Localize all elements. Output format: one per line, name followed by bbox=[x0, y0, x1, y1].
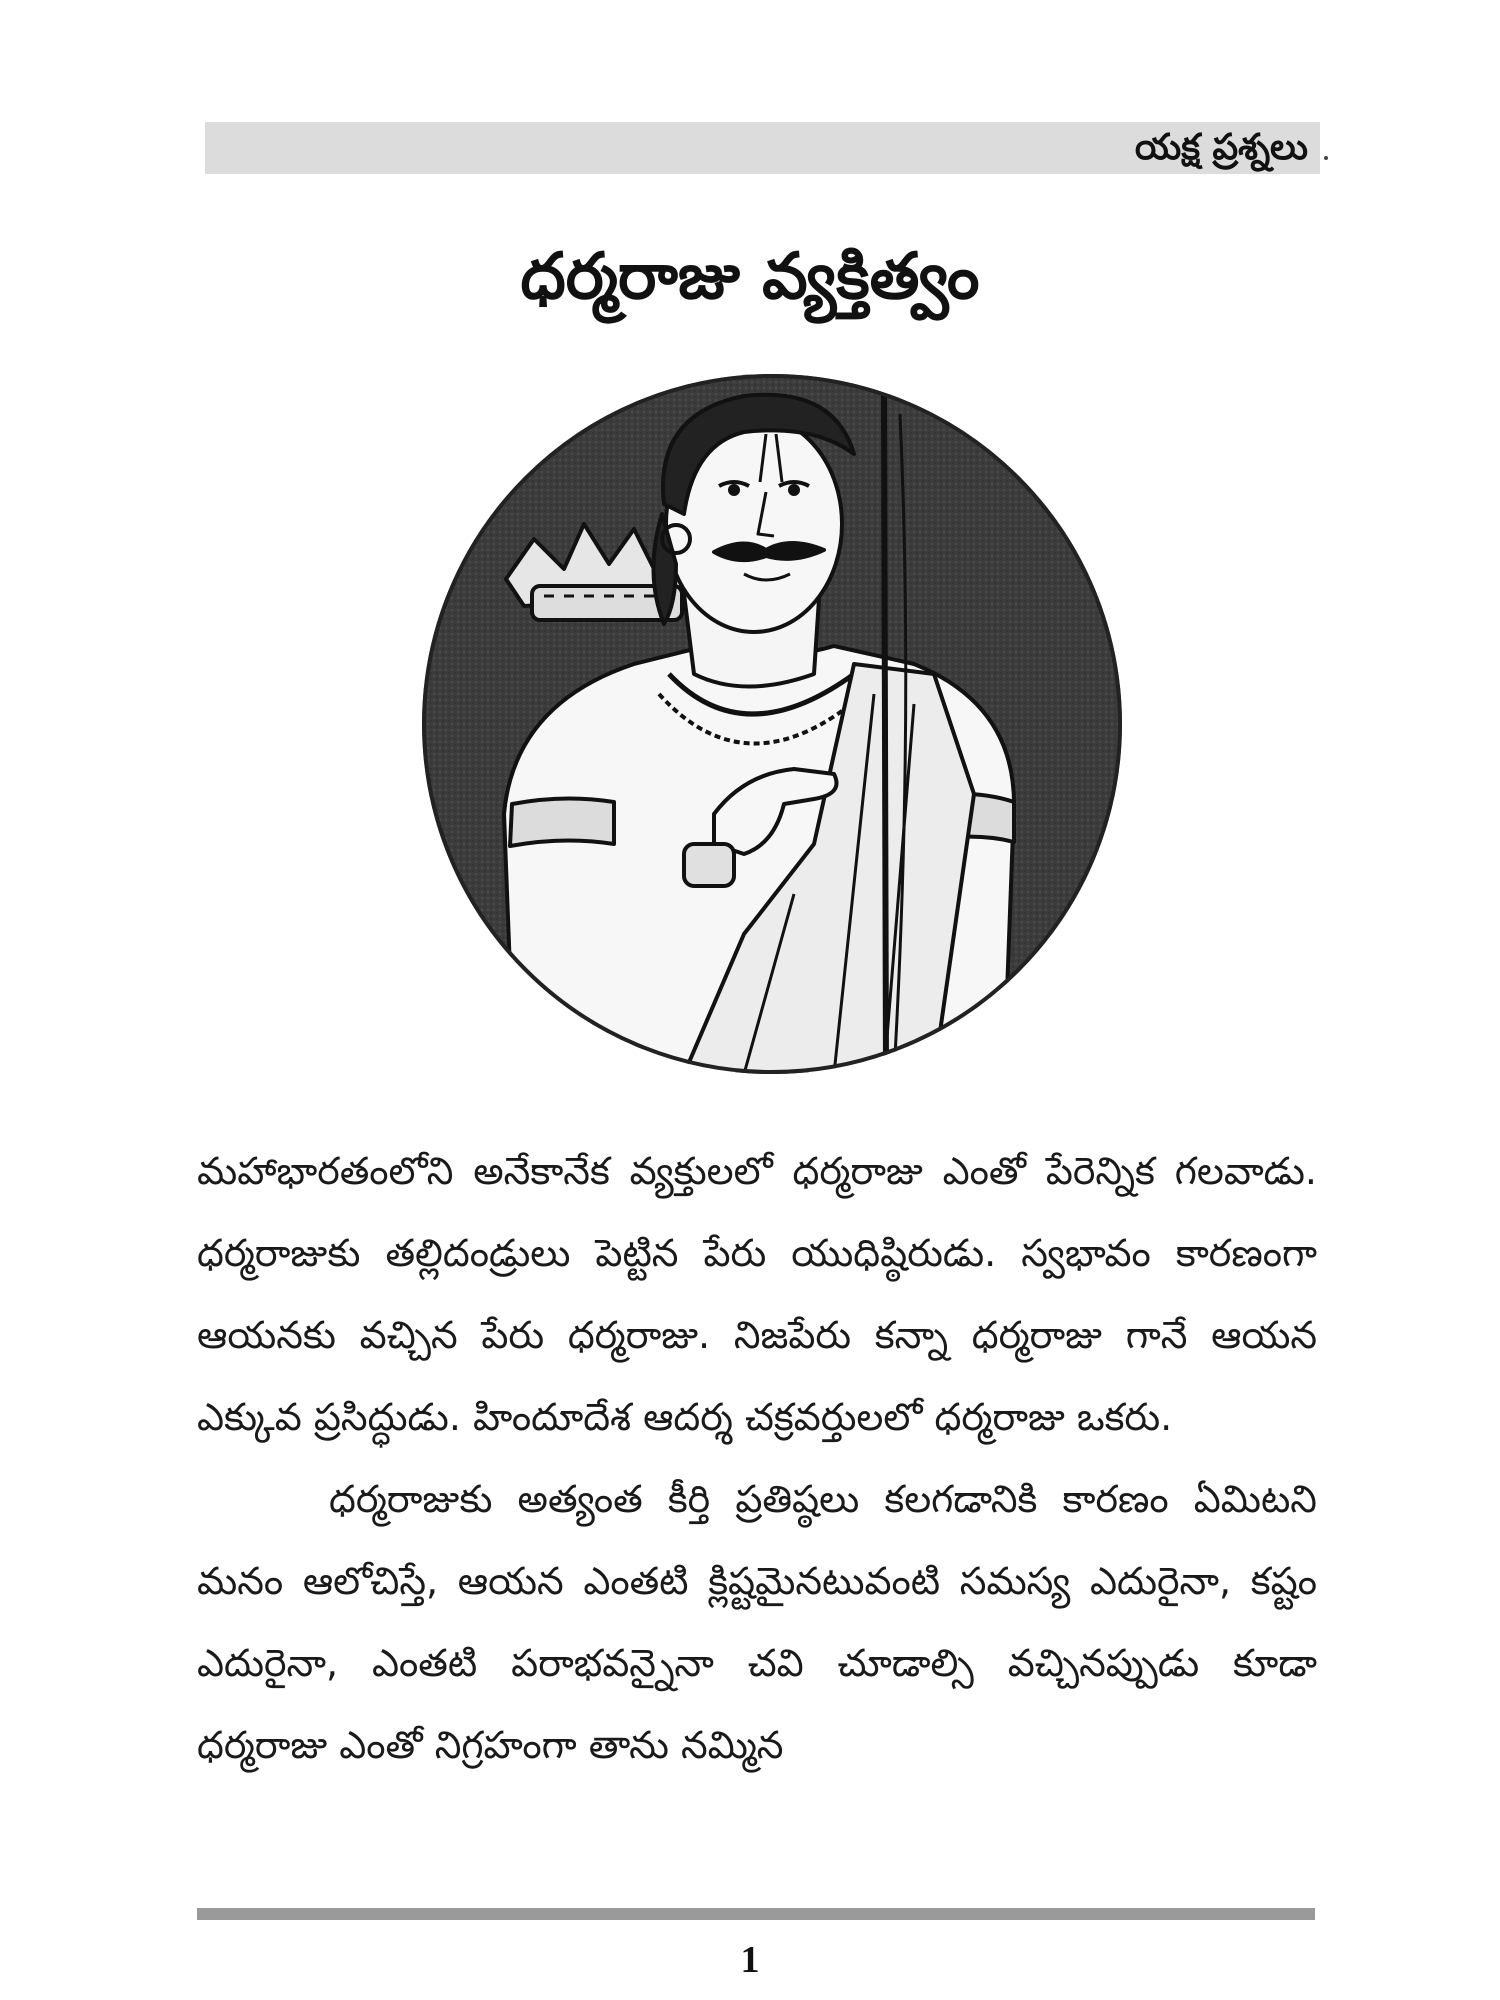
running-header bbox=[205, 122, 1320, 174]
running-header-title: యక్ష ప్రశ్నలు bbox=[1134, 127, 1308, 168]
paragraph-1: మహాభారతంలోని అనేకానేక వ్యక్తులలో ధర్మరాజు ఎంతో పేరెన్నిక గలవాడు. ధర్మరాజుకు తల్లిదండ్రులు పెట్టిన పేరు యుధిష్ఠిరుడు. స్వభావం కారణంగా ఆయనకు వచ్చిన పేరు ధర్మరాజు. నిజపేరు కన్నా ధర్మరాజు గానే ఆయన ఎక్కువ ప్రసిద్ధుడు. హిందూదేశ ఆదర్శ చక్రవర్తులలో ధర్మరాజు ఒకరు. bbox=[197, 1149, 1317, 1439]
header-mark bbox=[1324, 156, 1328, 160]
footer-rule bbox=[197, 1908, 1315, 1920]
dharmaraju-portrait bbox=[414, 374, 1130, 1074]
chapter-body bbox=[197, 1130, 1317, 1786]
chapter-title: ధర్మరాజు వ్యక్తిత్వం bbox=[520, 240, 980, 314]
page-number: 1 bbox=[740, 1939, 760, 1981]
bow-icon bbox=[884, 394, 886, 1074]
paragraph-2: ధర్మరాజుకు అత్యంత కీర్తి ప్రతిష్ఠలు కలగడానికి కారణం ఏమిటని మనం ఆలోచిస్తే, ఆయన ఎంతటి క్లిష్టమైనటువంటి సమస్య ఎదురైనా, కష్టం ఎదురైనా, ఎంతటి పరాభవన్నైనా చవి చూడాల్సి వచ్చినప్పుడు కూడా ధర్మరాజు ఎంతో నిగ్రహంగా తాను నమ్మిన bbox=[197, 1477, 1317, 1767]
portrait-illustration bbox=[414, 374, 1130, 1074]
